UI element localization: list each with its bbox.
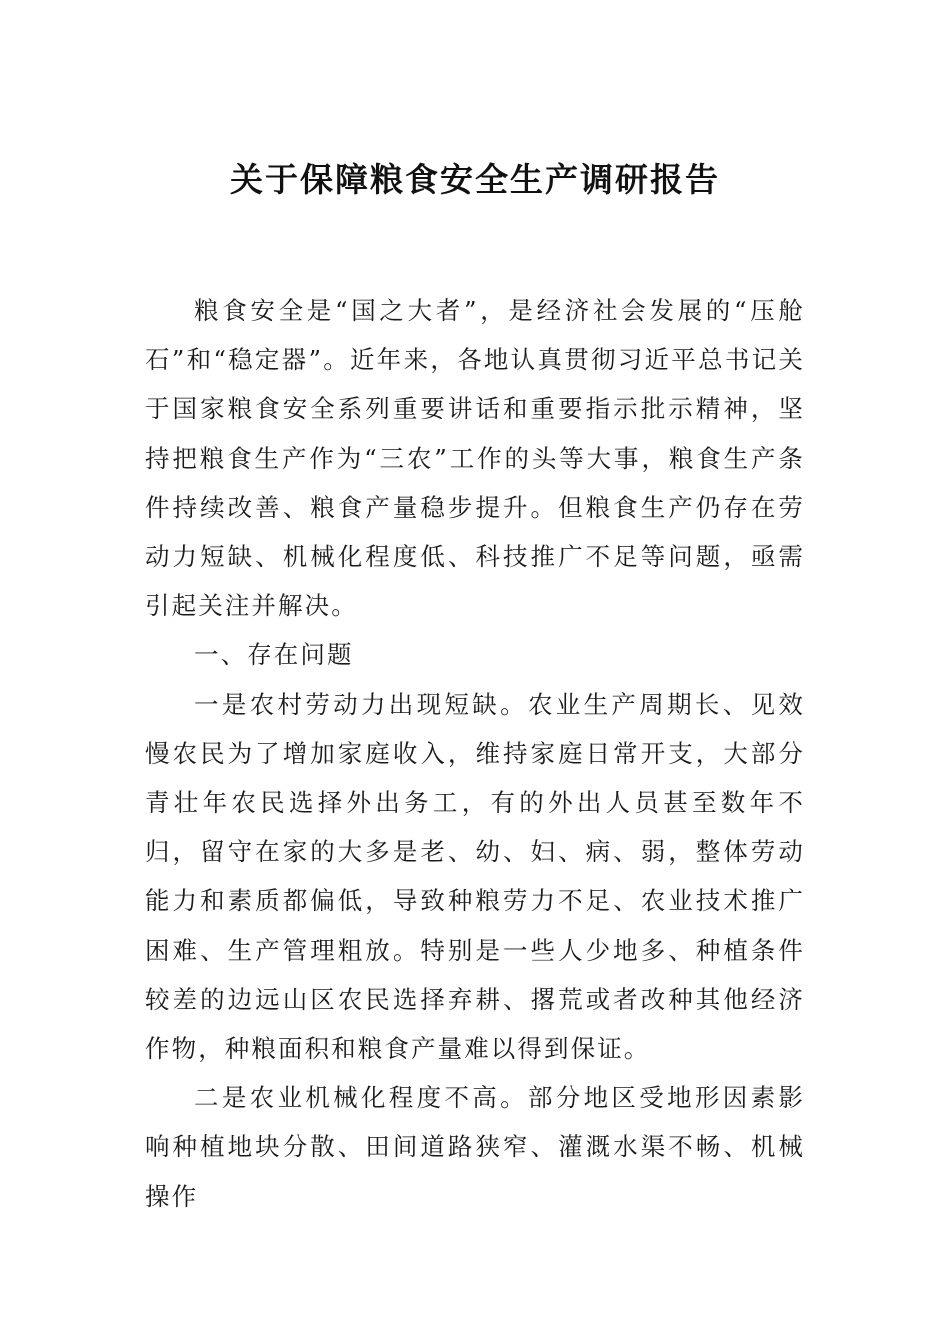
problem-paragraph-mechanization: 二是农业机械化程度不高。部分地区受地形因素影响种植地块分散、田间道路狭窄、灌溉水渠不畅、机械操作 (145, 1083, 805, 1211)
document-title: 关于保障粮食安全生产调研报告 (230, 160, 720, 199)
intro-paragraph: 粮食安全是“国之大者”，是经济社会发展的“压舱石”和“稳定器”。近年来，各地认真贯彻习近平总书记关于国家粮食安全系列重要讲话和重要指示批示精神，坚持把粮食生产作为“三农”工作的头等大事，粮食生产条件持续改善、粮食产量稳步提升。但粮食生产仍存在劳动力短缺、机械化程度低、科技推广不足等问题，亟需引起关注并解决。 (145, 296, 805, 621)
section-heading-problems: 一、存在问题 (194, 640, 354, 670)
problem-paragraph-labor: 一是农村劳动力出现短缺。农业生产周期长、见效慢农民为了增加家庭收入，维持家庭日常开支，大部分青壮年农民选择外出务工，有的外出人员甚至数年不归，留守在家的大多是老、幼、妇、病、弱，整体劳动能力和素质都偏低，导致种粮劳力不足、农业技术推广困难、生产管理粗放。特别是一些人少地多、种植条件较差的边远山区农民选择弃耕、撂荒或者改种其他经济作物，种粮面积和粮食产量难以得到保证。 (145, 689, 805, 1064)
document-body (145, 286, 805, 1221)
